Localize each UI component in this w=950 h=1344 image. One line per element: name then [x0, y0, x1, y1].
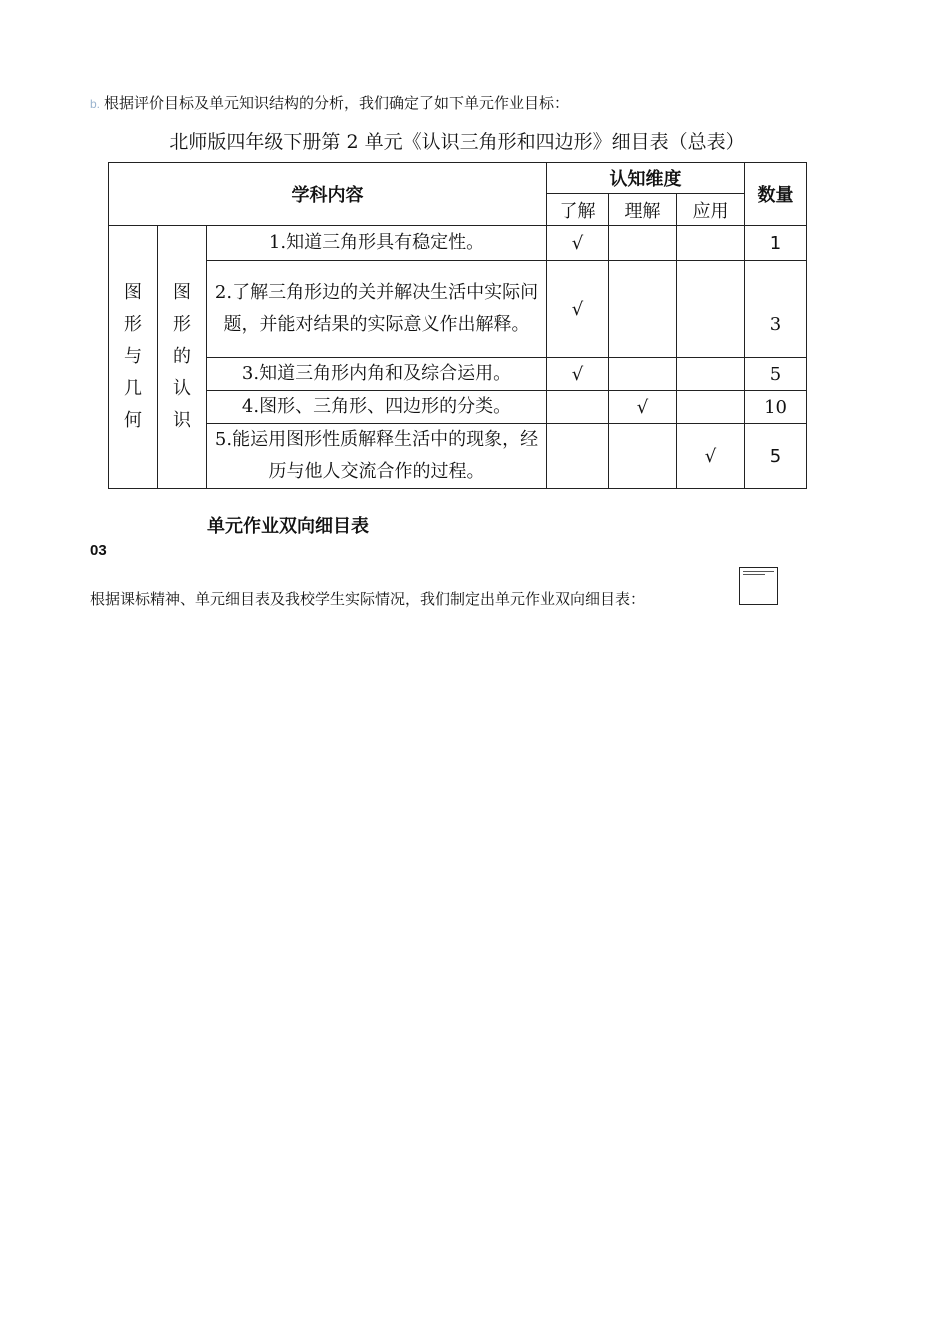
- subdomain-cell: 图 形 的 认 识: [158, 226, 207, 489]
- check-mark: √: [547, 261, 609, 358]
- item-cell: 4.图形、三角形、四边形的分类。: [207, 391, 547, 424]
- item-cell: 5.能运用图形性质解释生活中的现象，经历与他人交流合作的过程。: [207, 424, 547, 489]
- header-subject-content: 学科内容: [109, 163, 547, 226]
- item-cell: 3.知道三角形内角和及综合运用。: [207, 358, 547, 391]
- quantity-cell: 5: [745, 424, 807, 489]
- quantity-cell: 1: [745, 226, 807, 261]
- domain-cell: 图 形 与 几 何: [109, 226, 158, 489]
- intro-paragraph: [90, 92, 569, 115]
- table-row: [109, 226, 807, 261]
- embedded-table-thumbnail[interactable]: [739, 567, 778, 605]
- check-mark: √: [547, 358, 609, 391]
- header-level-apply: 应用: [677, 194, 745, 226]
- check-mark: √: [677, 424, 745, 489]
- section-number: 03: [90, 542, 107, 559]
- quantity-cell: 10: [745, 391, 807, 424]
- item-cell: 1.知道三角形具有稳定性。: [207, 226, 547, 261]
- intro-text: 根据评价目标及单元知识结构的分析，我们确定了如下单元作业目标：: [104, 94, 570, 112]
- header-cognitive-dimension: 认知维度: [547, 163, 745, 194]
- check-mark: √: [547, 226, 609, 261]
- item-cell: 2.了解三角形边的关并解决生活中实际问题，并能对结果的实际意义作出解释。: [207, 261, 547, 358]
- quantity-cell: 5: [745, 358, 807, 391]
- table-title: 北师版四年级下册第 2 单元《认识三角形和四边形》细目表（总表）: [169, 131, 745, 153]
- closing-paragraph: 根据课标精神、单元细目表及我校学生实际情况，我们制定出单元作业双向细目表：: [90, 590, 646, 608]
- check-mark: √: [609, 391, 677, 424]
- table-row: [109, 424, 807, 489]
- header-level-know: 了解: [547, 194, 609, 226]
- table-row: [109, 261, 807, 358]
- detail-table: [108, 162, 807, 489]
- list-marker: b.: [90, 97, 101, 111]
- section-title: 单元作业双向细目表: [207, 516, 369, 537]
- table-row: [109, 391, 807, 424]
- header-level-understand: 理解: [609, 194, 677, 226]
- quantity-cell: 3: [745, 261, 807, 358]
- table-row: [109, 358, 807, 391]
- header-quantity: 数量: [745, 163, 807, 226]
